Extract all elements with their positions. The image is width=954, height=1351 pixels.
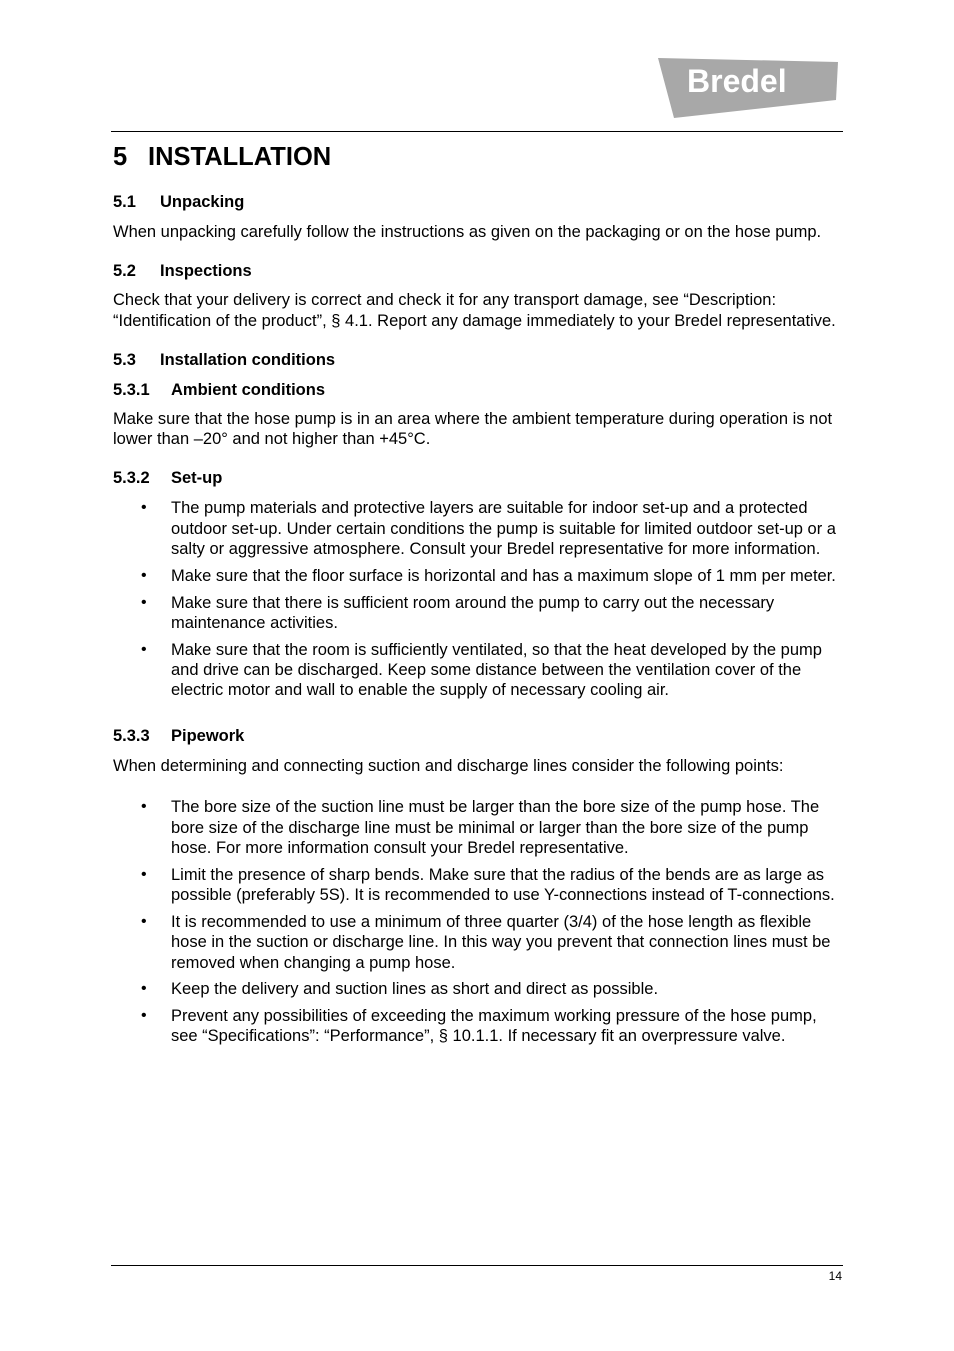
section-5-3-heading <box>113 350 843 370</box>
chapter-title: INSTALLATION <box>148 143 332 171</box>
page-content <box>113 132 843 1053</box>
list-item <box>113 1006 843 1047</box>
list-item <box>113 498 843 559</box>
bullet-icon: • <box>141 1007 147 1025</box>
bullet-icon: • <box>141 865 147 883</box>
list-item <box>113 979 843 999</box>
list-item <box>113 865 843 906</box>
bredel-logo <box>656 56 840 120</box>
section-title: Set-up <box>171 469 223 488</box>
list-item-text: It is recommended to use a minimum of three quarter (3/4) of the hose length as flexible hose in the suction or discharge line. In this way you prevent that connection lines must be removed when changing a pump hose. <box>171 912 831 972</box>
section-5-3-1-text: Make sure that the hose pump is in an area where the ambient temperature during operation is not lower than –20° and not higher than +45°C. <box>113 409 833 449</box>
list-item-text: Keep the delivery and suction lines as short and direct as possible. <box>171 980 659 999</box>
list-item-text: Make sure that there is sufficient room around the pump to carry out the necessary maintenance activities. <box>171 593 775 632</box>
section-number: 5.3.3 <box>113 727 150 746</box>
section-5-2-text: Check that your delivery is correct and check it for any transport damage, see “Description: “Identification of the product”, § 4.1. Report any damage immediately to your Bredel representative. <box>113 291 836 330</box>
list-item-text: Limit the presence of sharp bends. Make sure that the radius of the bends are as large as possible (preferably 5S). It is recommended to use Y-connections instead of T-connections. <box>171 865 835 905</box>
pipework-bullet-list <box>113 797 843 1046</box>
footer-rule <box>111 1265 843 1266</box>
list-item <box>113 593 843 634</box>
bullet-icon: • <box>141 499 147 517</box>
section-number: 5.3.2 <box>113 469 150 488</box>
section-5-1-text: When unpacking carefully follow the instructions as given on the packaging or on the hose pump. <box>113 223 822 241</box>
section-title: Installation conditions <box>160 350 336 369</box>
list-item <box>113 912 843 973</box>
list-item <box>113 566 843 586</box>
section-5-3-3-heading <box>113 726 843 746</box>
list-item <box>113 797 843 858</box>
list-item-text: The bore size of the suction line must be larger than the bore size of the pump hose. The bore size of the discharge line must be minimal or larger than the bore size of the pump hose. For more information consult your Bredel representative. <box>171 798 820 858</box>
section-5-3-2-heading <box>113 468 843 488</box>
list-item-text: Prevent any possibilities of exceeding the maximum working pressure of the hose pump, see “Specifications”: “Performance”, § 10.1.1. If necessary fit an overpressure valve. <box>171 1007 817 1046</box>
section-5-3-1-heading <box>113 380 843 400</box>
section-5-2-heading <box>113 261 843 281</box>
bullet-icon: • <box>141 980 147 998</box>
section-number: 5.1 <box>113 193 136 211</box>
list-item-text: Make sure that the floor surface is horizontal and has a maximum slope of 1 mm per meter. <box>171 566 836 585</box>
section-title: Inspections <box>160 262 252 281</box>
setup-bullet-list <box>113 498 843 700</box>
bullet-icon: • <box>141 798 147 816</box>
section-number: 5.3.1 <box>113 380 150 399</box>
bullet-icon: • <box>141 593 147 611</box>
bullet-icon: • <box>141 912 147 930</box>
logo-text: Bredel <box>687 63 787 99</box>
list-item-text: The pump materials and protective layers are suitable for indoor set-up and a protected outdoor set-up. Under certain conditions the pump is suitable for limited outdoor set-up or a salty or aggressive atmosphere. Consult your Bredel representative for more information. <box>171 499 836 559</box>
bullet-icon: • <box>141 640 147 658</box>
section-5-1-heading <box>113 192 843 212</box>
section-title: Pipework <box>171 727 245 746</box>
section-title: Unpacking <box>160 193 245 211</box>
section-number: 5.3 <box>113 350 136 369</box>
list-item <box>113 640 843 701</box>
section-title: Ambient conditions <box>171 380 325 399</box>
bullet-icon: • <box>141 566 147 584</box>
list-item-text: Make sure that the room is sufficiently ventilated, so that the heat developed by the pump and drive can be discharged. Keep some distance between the ventilation cover of the electric motor and wall to enable the supply of necessary cooling air. <box>171 640 822 700</box>
page-number: 14 <box>828 1269 842 1283</box>
section-number: 5.2 <box>113 262 136 281</box>
section-5-3-3-intro: When determining and connecting suction and discharge lines consider the following points: <box>113 757 784 776</box>
chapter-heading <box>113 132 843 174</box>
chapter-number: 5 <box>113 143 128 171</box>
